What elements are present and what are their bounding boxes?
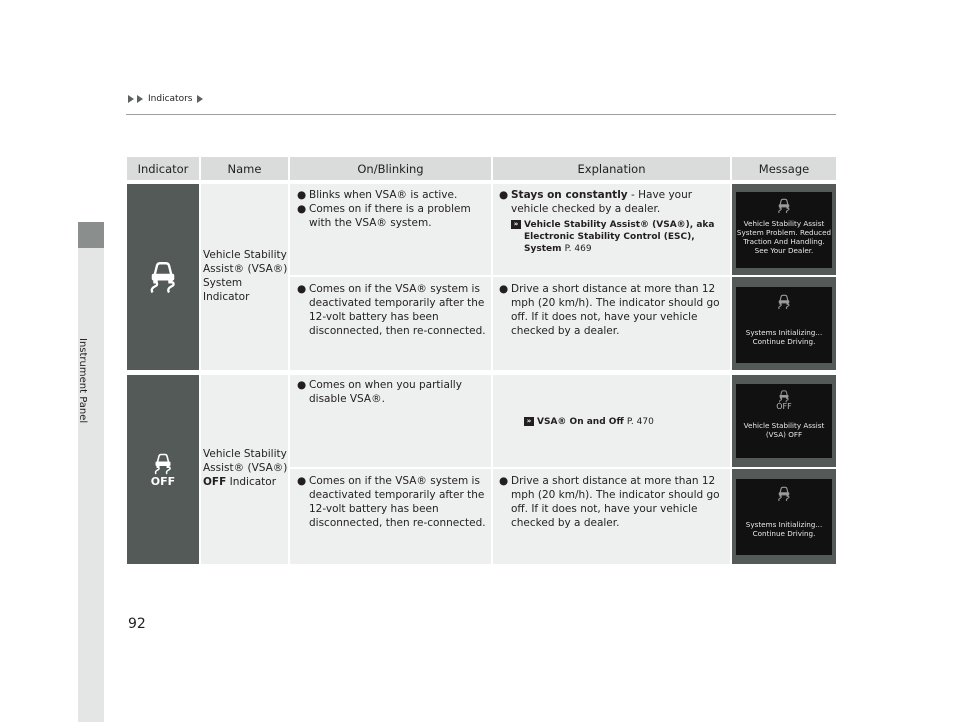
explanation-text: ● Drive a short distance at more than 12 mph (20 km/h). The indicator should go off. If it does not, have your vehicle checked by a dealer. xyxy=(499,475,720,529)
reference-arrow-icon: » xyxy=(511,220,521,229)
header-name: Name xyxy=(201,157,288,180)
vsa-skid-icon xyxy=(777,486,791,502)
message-cell xyxy=(732,375,836,467)
indicator-cell xyxy=(127,184,199,370)
off-label: OFF xyxy=(150,474,176,488)
message-display: Systems Initializing... Continue Driving. xyxy=(736,287,832,363)
header-indicator: Indicator xyxy=(127,157,199,180)
message-cell xyxy=(732,469,836,564)
vsa-skid-icon xyxy=(777,294,791,310)
on-blinking-text: ● Comes on if the VSA® system is deactivated temporarily after the 12-volt battery has been disconnected, then re-connected. xyxy=(297,283,486,337)
header-on-blinking: On/Blinking xyxy=(290,157,491,180)
breadcrumb-arrow-icon xyxy=(128,95,134,103)
on-blinking-text: ● Blinks when VSA® is active. ● Comes on if there is a problem with the VSA® system. xyxy=(297,189,471,229)
breadcrumb xyxy=(128,94,203,104)
vsa-skid-icon xyxy=(148,261,178,294)
indicator-name: Vehicle Stability Assist® (VSA®) OFF Indicator xyxy=(203,448,288,488)
breadcrumb-arrow-icon xyxy=(137,95,143,103)
breadcrumb-arrow-icon xyxy=(197,95,203,103)
cross-reference-link[interactable]: » VSA® On and Off P. 470 xyxy=(524,416,724,428)
on-blinking-text: ● Comes on when you partially disable VSA®. xyxy=(297,379,462,405)
message-display: Systems Initializing... Continue Driving. xyxy=(736,479,832,555)
message-cell xyxy=(732,184,836,275)
on-blinking-text: ● Comes on if the VSA® system is deactivated temporarily after the 12-volt battery has been disconnected, then re-connected. xyxy=(297,475,486,529)
header-message: Message xyxy=(732,157,836,180)
explanation-text: ● Drive a short distance at more than 12 mph (20 km/h). The indicator should go off. If it does not, have your vehicle checked by a dealer. xyxy=(499,283,720,337)
header-explanation: Explanation xyxy=(493,157,730,180)
cross-reference-link[interactable]: » Vehicle Stability Assist® (VSA®), aka Electronic Stability Control (ESC), System P. 469 xyxy=(511,219,727,255)
section-label: Instrument Panel xyxy=(77,338,88,424)
indicator-cell xyxy=(127,375,199,564)
message-display: OFF Vehicle Stability Assist (VSA) OFF xyxy=(736,384,832,458)
message-display: Vehicle Stability Assist System Problem. Reduced Traction And Handling. See Your Dealer. xyxy=(736,192,832,268)
vsa-skid-icon xyxy=(777,198,791,214)
reference-arrow-icon: » xyxy=(524,417,534,426)
vsa-off-icon xyxy=(153,453,173,475)
explanation-text xyxy=(524,413,724,428)
message-cell xyxy=(732,277,836,370)
header-rule xyxy=(126,114,836,115)
section-tab-marker xyxy=(78,222,104,248)
page-number: 92 xyxy=(128,616,146,632)
breadcrumb-label[interactable]: Indicators xyxy=(148,94,193,104)
explanation-text: ● Stays on constantly - Have your vehicle checked by a dealer. » Vehicle Stability Assist® (VSA®), aka Electronic Stability Control (ESC), System P. 469 xyxy=(499,188,727,255)
indicator-name: Vehicle Stability Assist® (VSA®) System Indicator xyxy=(203,249,288,303)
section-strip xyxy=(78,248,104,722)
